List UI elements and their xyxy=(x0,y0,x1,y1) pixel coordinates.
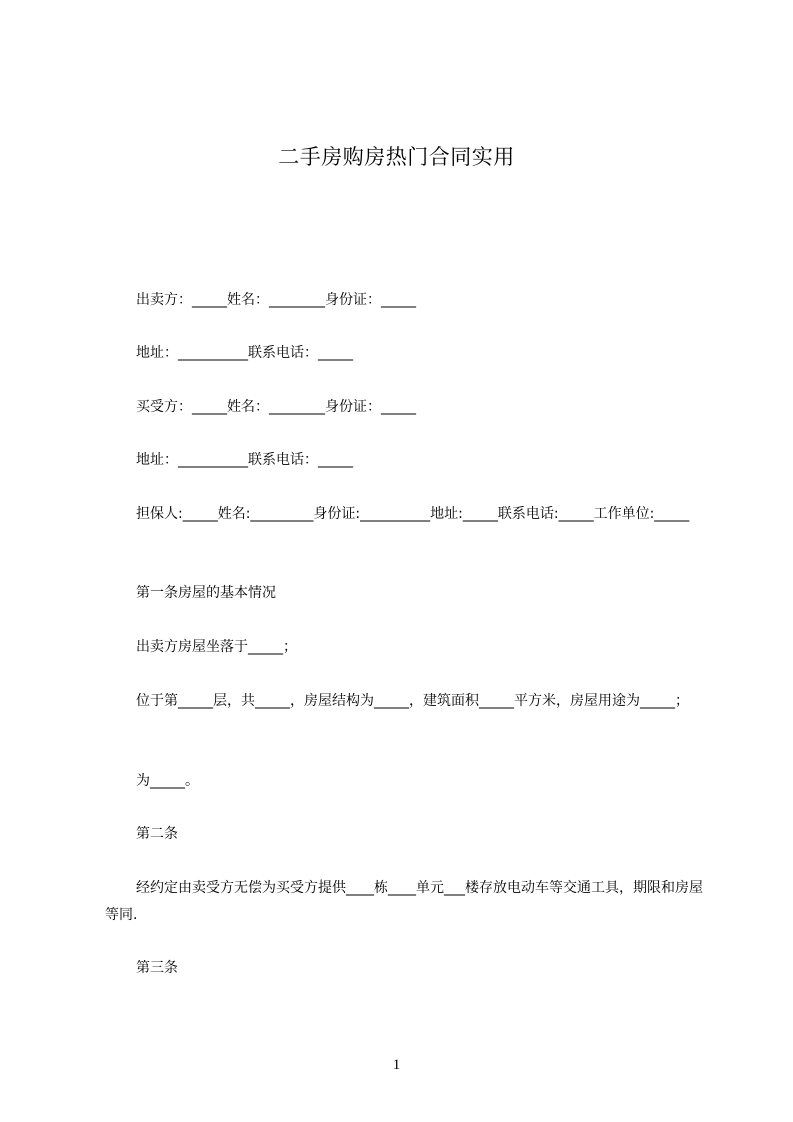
page-number: 1 xyxy=(392,1057,401,1073)
property-location-line: 出卖方房屋坐落于_____； xyxy=(136,639,297,655)
property-details-paragraph: 位于第_____层，共_____，房屋结构为_____，建筑面积_____平方米，房屋用途为_____； xyxy=(136,693,689,709)
article-2-heading: 第二条 xyxy=(136,826,178,842)
seller-info-line: 出卖方：_____姓名：________身份证：_____ xyxy=(136,292,416,308)
article-3-heading: 第三条 xyxy=(136,960,178,976)
seller-address-line: 地址：__________联系电话：_____ xyxy=(136,345,353,361)
document-title: 二手房购房热门合同实用 xyxy=(278,145,515,169)
guarantor-info-paragraph: 担保人:_____姓名:_________身份证:__________地址:_____联系电话:_____工作单位:_____ xyxy=(136,506,690,522)
article-2-paragraph: 经约定由卖受方无偿为买受方提供____栋____单元___楼存放电动车等交通工具，期限和房屋等同. xyxy=(105,880,703,923)
buyer-info-line: 买受方：_____姓名：________身份证：_____ xyxy=(136,399,416,415)
property-usage-line: 为_____。 xyxy=(136,773,199,789)
article-1-heading: 第一条房屋的基本情况 xyxy=(136,585,276,601)
buyer-address-line: 地址：__________联系电话：_____ xyxy=(136,452,353,468)
